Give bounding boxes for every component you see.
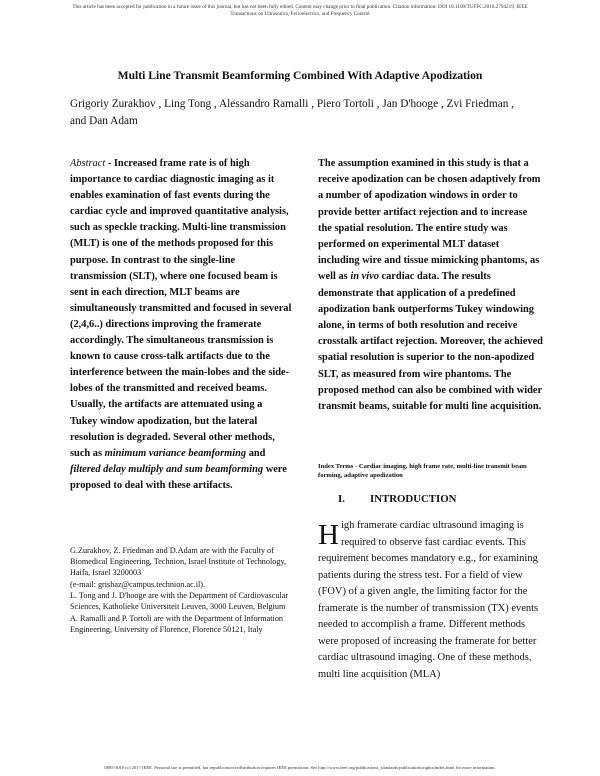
- affiliation-leuven: L. Tong and J. D'hooge are with the Department of Cardiovascular Sciences, Katholieke Universiteit Leuven, 3000 Leuven, Belgium: [70, 591, 289, 612]
- right-column: [318, 156, 543, 415]
- abstract-italic-term-3: in vivo: [350, 271, 379, 283]
- abstract-italic-term-1: minimum variance beamforming: [104, 447, 247, 459]
- abstract-text-3: were proposed to deal with these artifacts.: [70, 463, 287, 491]
- left-column: [70, 156, 292, 494]
- paper-title: Multi Line Transmit Beamforming Combined With Adaptive Apodization: [117, 69, 483, 82]
- author-email: (e-mail: grishaz@campus.technion.ac.il).: [70, 579, 206, 589]
- abstract-italic-term-2: filtered delay multiply and sum beamforming: [70, 463, 264, 475]
- abstract-text-4: The assumption examined in this study is that a receive apodization can be chosen adaptively from a number of apodization windows in order to provide better artifact rejection and to increase the spatial resolution. The entire study was performed on experimental MLT dataset including wire and tissue mimicking phantoms, as well as: [318, 158, 541, 283]
- header-line-1: This article has been accepted for publication in a future issue of this journal, but has not been fully edited. Content may change prior to final publication. Citation information: DOI 10.1109/TUFFC.2016.2794219, IEEE: [72, 4, 528, 10]
- abstract-text-1: - Increased frame rate is of high importance to cardiac diagnostic imaging as it enables examination of fast events during the cardiac cycle and improved quantitative analysis, such as speckle tracking. Multi-line transmission (MLT) is one of the methods proposed for this purpose. In contrast to the single-line transmission (SLT), where one focused beam is sent in each direction, MLT beams are simultaneously transmitted and focused in several (2,4,6..) directions improving the framerate accordingly. The simultaneous transmission is known to cause cross-talk artifacts due to the interference between the main-lobes and the side-lobes of the transmitted and received beams. Usually, the artifacts are attenuated using a Tukey window apodization, but the lateral resolution is degraded. Several other methods, such as: [70, 158, 292, 459]
- affiliation-footnote: [70, 546, 294, 637]
- abstract-text-2: and: [246, 447, 266, 459]
- drop-cap: H: [318, 519, 339, 551]
- section-number: I.: [338, 493, 345, 505]
- copyright-footer: 0885-3010 (c) 2017 IEEE. Personal use is permitted, but republication/redistribution requires IEEE permission. See http://www.ieee.org/publications_standards/publications/rights/index.html for more information.: [104, 765, 496, 770]
- index-terms: Index Terms - Cardiac imaging, high frame rate, multi-line transmit beam forming, adaptive apodization: [318, 463, 527, 479]
- affiliation-technion: G.Zurakhov, Z. Friedman and D.Adam are with the Faculty of Biomedical Engineering, Technion, Israel Institute of Technology, Haifa, Israel 3200003: [70, 546, 287, 577]
- abstract-label: Abstract: [70, 158, 106, 169]
- introduction-paragraph: [318, 518, 544, 683]
- journal-header: [10, 4, 590, 18]
- abstract: [70, 156, 292, 494]
- abstract-continued: [318, 156, 543, 415]
- section-name: INTRODUCTION: [370, 493, 457, 505]
- header-line-2: Transactions on Ultrasonics, Ferroelectrics, and Frequency Control: [230, 11, 370, 17]
- affiliation-florence: A. Ramalli and P. Tortoli are with the Department of Information Engineering, University of Florence, Florence 50121, Italy: [70, 614, 284, 634]
- author-list: Grigoriy Zurakhov , Ling Tong , Alessandro Ramalli , Piero Tortoli , Jan D'hooge , Zvi Friedman , and Dan Adam: [70, 98, 515, 127]
- introduction-text: igh framerate cardiac ultrasound imaging is required to observe fast cardiac events. This requirement becomes mandatory e.g., for examining patients during the stress test. For a field of view (FOV) of a given angle, the limiting factor for the framerate is the number of transmission (TX) events needed to accomplish a frame. Different methods were proposed of increasing the framerate for better cardiac ultrasound imaging. One of these methods, multi line acquisition (MLA): [318, 520, 539, 680]
- abstract-text-5: cardiac data. The results demonstrate that application of a predefined apodization bank outperforms Tukey windowing alone, in terms of both resolution and receive crosstalk artifact rejection. Moreover, the achieved spatial resolution is superior to the non-apodized SLT, as measured from wire phantoms. The proposed method can also be combined with wider transmit beams, suitable for multi line acquisition.: [318, 271, 543, 413]
